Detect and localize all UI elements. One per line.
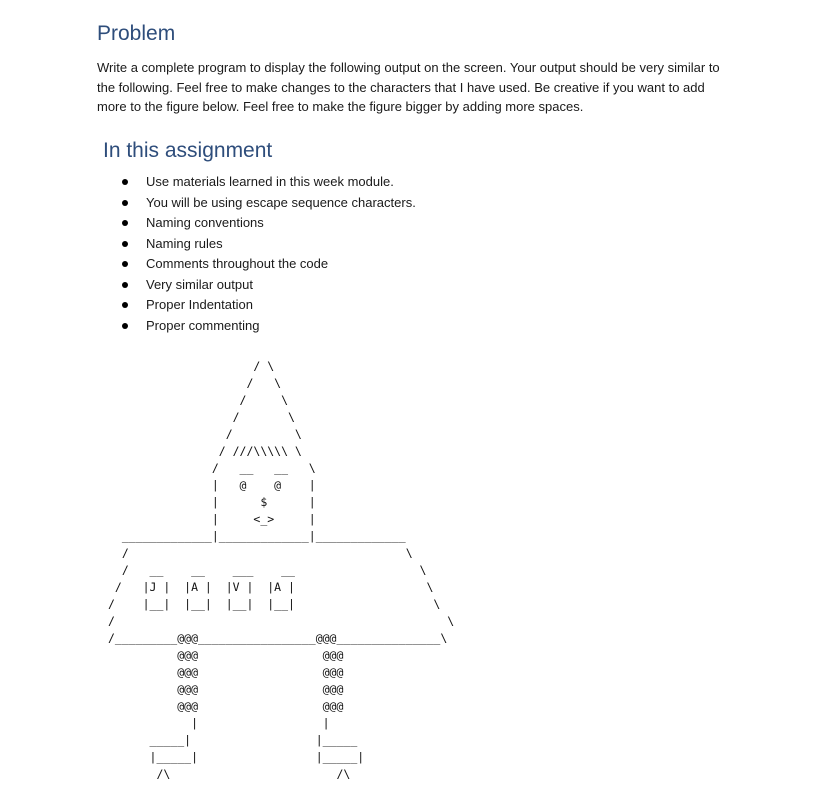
problem-heading: Problem (97, 22, 176, 45)
bullet-icon (122, 261, 128, 267)
ascii-line: @@@ @@@ (108, 665, 344, 679)
ascii-line: |_____| |_____| (108, 750, 365, 764)
list-item-text: Proper commenting (146, 317, 260, 333)
ascii-line: | | (108, 716, 330, 730)
list-item (120, 193, 416, 214)
list-item (120, 234, 416, 255)
ascii-line: @@@ @@@ (108, 699, 344, 713)
ascii-line: / |__| |__| |__| |__| \ (108, 597, 441, 611)
list-item-text: You will be using escape sequence characters. (146, 194, 416, 210)
list-item-text: Proper Indentation (146, 297, 253, 312)
assignment-heading: In this assignment (103, 139, 273, 162)
bullet-icon (122, 179, 128, 185)
list-item-text: Very similar output (146, 276, 253, 292)
ascii-line: / \ (108, 376, 282, 390)
bullet-icon (122, 282, 128, 288)
ascii-line: / \ (108, 614, 455, 628)
list-item (120, 275, 416, 296)
bullet-icon (122, 302, 128, 308)
bullet-icon (122, 323, 128, 329)
ascii-line: / \ (108, 546, 413, 560)
ascii-line: _____| |_____ (108, 733, 358, 747)
list-item (120, 254, 416, 275)
list-item (120, 316, 416, 337)
ascii-line: /_________@@@_________________@@@_______________\ (108, 631, 448, 645)
problem-description: Write a complete program to display the following output on the screen. Your output should be very similar to the following. Feel free to make changes to the characters that I have used. Be creative if you want to add more to the figure below. Feel free to make the figure bigger by adding more spaces. (97, 60, 720, 114)
requirements-list (120, 172, 416, 336)
bullet-icon (122, 200, 128, 206)
ascii-line: | <_> | (108, 512, 316, 526)
ascii-line: | @ @ | (108, 478, 316, 492)
ascii-line: / \ (108, 359, 275, 373)
ascii-line: / __ __ ___ __ \ (108, 563, 427, 577)
ascii-line: _____________|_____________|_____________ (108, 529, 406, 543)
ascii-line: / ///\\\\\ \ (108, 444, 302, 458)
ascii-line: / \ (108, 410, 295, 424)
bullet-icon (122, 241, 128, 247)
bullet-icon (122, 220, 128, 226)
list-item (120, 213, 416, 234)
ascii-line: | $ | (108, 495, 316, 509)
ascii-line: / |J | |A | |V | |A | \ (108, 580, 434, 594)
ascii-line: / \ (108, 427, 302, 441)
list-item-text: Comments throughout the code (146, 256, 329, 271)
ascii-art-figure (108, 358, 454, 783)
ascii-line: @@@ @@@ (108, 682, 344, 696)
ascii-line: / __ __ \ (108, 461, 316, 475)
list-item-text: Naming conventions (146, 215, 264, 230)
list-item-text: Use materials learned in this week module. (146, 174, 394, 189)
list-item (120, 295, 416, 316)
list-item-text: Naming rules (146, 235, 223, 251)
ascii-line: /\ /\ (108, 767, 351, 781)
ascii-line: @@@ @@@ (108, 648, 344, 662)
list-item (120, 172, 416, 193)
ascii-line: / \ (108, 393, 289, 407)
